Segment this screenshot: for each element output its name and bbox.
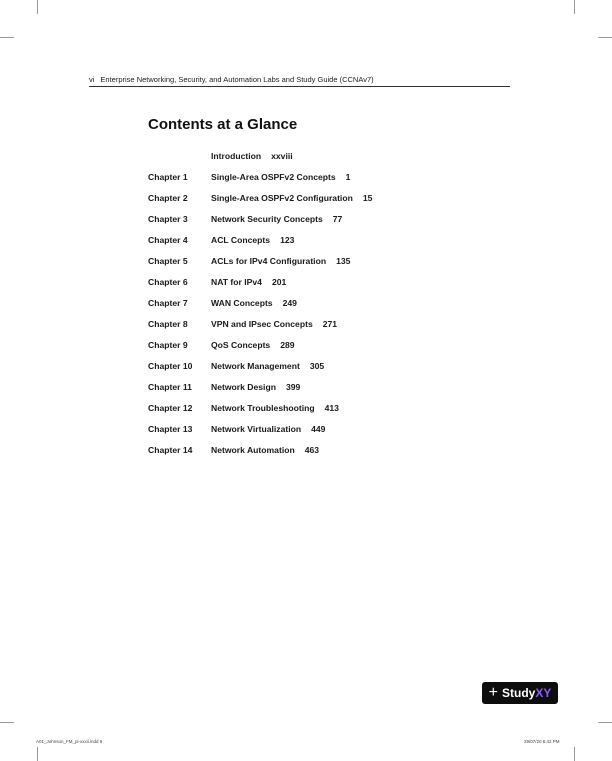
logo-word: Study xyxy=(501,686,536,700)
toc-title: VPN and IPsec Concepts xyxy=(211,318,313,329)
toc-page-number: 1 xyxy=(345,171,351,182)
toc-chapter-label: Chapter 10 xyxy=(148,360,193,371)
toc-title: Network Security Concepts xyxy=(211,213,323,224)
crop-mark-left-bottom xyxy=(0,722,14,723)
toc-title: ACL Concepts xyxy=(211,234,271,245)
toc-page-number: 15 xyxy=(362,192,373,203)
toc-page-number: 413 xyxy=(324,402,339,413)
toc-chapter-label: Chapter 2 xyxy=(148,192,188,203)
toc-page-number: 271 xyxy=(322,318,338,329)
toc-page-number: 135 xyxy=(336,255,351,266)
toc-page-number: 463 xyxy=(304,444,320,455)
crop-mark-right-bottom xyxy=(598,722,612,723)
crop-mark-top-left xyxy=(37,0,38,14)
toc-page-number: 201 xyxy=(271,276,287,287)
toc-title: Network Troubleshooting xyxy=(211,402,315,413)
toc-entry[interactable] xyxy=(148,271,372,292)
crop-mark-top-right xyxy=(574,0,575,14)
toc-title: WAN Concepts xyxy=(211,297,273,308)
toc-title: Single-Area OSPFv2 Concepts xyxy=(211,171,336,182)
toc-page-number: 249 xyxy=(282,297,297,308)
logo-accent: XY xyxy=(535,686,552,700)
toc-chapter-label: Chapter 6 xyxy=(148,276,188,287)
toc-page-number: 123 xyxy=(280,234,295,245)
toc-entry[interactable] xyxy=(148,334,372,355)
toc-entry[interactable] xyxy=(148,187,372,208)
toc-entry[interactable] xyxy=(148,376,372,397)
toc-page-number: 289 xyxy=(280,339,295,350)
crop-mark-bottom-right xyxy=(574,747,575,761)
toc-chapter-label: Chapter 4 xyxy=(148,234,188,245)
toc-entry[interactable] xyxy=(148,208,372,229)
book-title: Enterprise Networking, Security, and Automation Labs and Study Guide (CCNAv7) xyxy=(100,75,374,84)
toc-title: Network Virtualization xyxy=(211,423,302,434)
toc-chapter-label: Chapter 12 xyxy=(148,402,193,413)
toc-entry[interactable] xyxy=(148,313,372,334)
toc-title: Network Automation xyxy=(211,444,295,455)
page-folio: vi xyxy=(89,75,95,84)
toc-chapter-label: Chapter 14 xyxy=(148,444,193,455)
toc-entry[interactable] xyxy=(148,166,372,187)
slug-date: 29/07/20 6:42 PM xyxy=(524,739,560,744)
toc-page-number: 77 xyxy=(332,213,343,224)
toc-chapter-label: Chapter 9 xyxy=(148,339,188,350)
toc-entry[interactable] xyxy=(148,250,372,271)
crop-mark-right-top xyxy=(598,37,612,38)
page-title: Contents at a Glance xyxy=(148,116,298,133)
toc-title: Introduction xyxy=(211,150,262,161)
toc-entry[interactable] xyxy=(148,292,372,313)
toc-page-number: xxviii xyxy=(271,150,293,161)
plus-icon: + xyxy=(488,684,498,701)
header-rule xyxy=(89,86,510,87)
toc-chapter-label: Chapter 5 xyxy=(148,255,188,266)
toc-page-number: 449 xyxy=(311,423,326,434)
toc-entry[interactable] xyxy=(148,229,372,250)
toc-page-number: 305 xyxy=(309,360,325,371)
toc-chapter-label: Chapter 11 xyxy=(148,381,192,392)
toc-title: Network Management xyxy=(211,360,300,371)
running-head xyxy=(89,75,374,84)
toc-entry[interactable] xyxy=(148,397,372,418)
toc-title: QoS Concepts xyxy=(211,339,271,350)
toc-title: Single-Area OSPFv2 Configuration xyxy=(211,192,353,203)
toc-entry[interactable] xyxy=(148,418,372,439)
toc-chapter-label: Chapter 1 xyxy=(148,171,188,182)
crop-mark-left-top xyxy=(0,37,14,38)
toc-list xyxy=(148,145,372,460)
toc-entry[interactable] xyxy=(148,355,372,376)
toc-title: ACLs for IPv4 Configuration xyxy=(211,255,327,266)
toc-chapter-label: Chapter 3 xyxy=(148,213,188,224)
studyxy-logo xyxy=(482,682,558,704)
toc-title: Network Design xyxy=(211,381,276,392)
toc-chapter-label: Chapter 7 xyxy=(148,297,188,308)
crop-mark-bottom-left xyxy=(37,747,38,761)
toc-title: NAT for IPv4 xyxy=(211,276,262,287)
toc-page-number: 399 xyxy=(285,381,301,392)
toc-chapter-label: Chapter 8 xyxy=(148,318,188,329)
toc-entry[interactable] xyxy=(148,145,372,166)
toc-chapter-label: Chapter 13 xyxy=(148,423,193,434)
slug-filename: A01_Johnson_FM_pi-xxxii.indd 6 xyxy=(36,739,103,744)
toc-entry[interactable] xyxy=(148,439,372,460)
